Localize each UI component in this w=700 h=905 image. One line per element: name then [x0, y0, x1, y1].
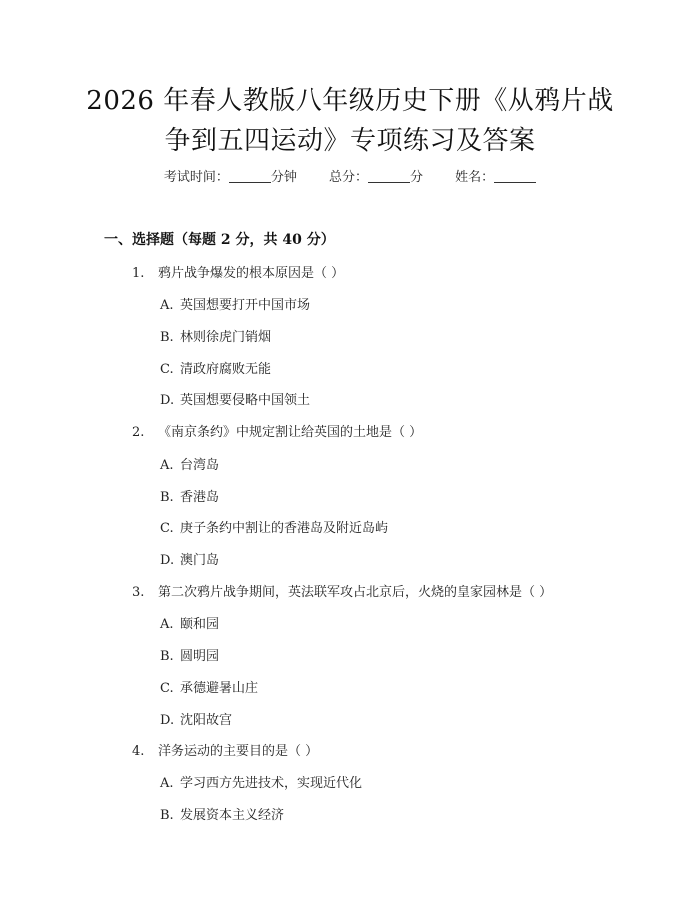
question-4 [132, 740, 318, 759]
question-3-option-c [160, 677, 258, 696]
exam-meta-row [0, 166, 700, 185]
option-letter: B. [160, 490, 174, 505]
exam-time-label: 考试时间： [163, 170, 229, 185]
option-text: 英国想要侵略中国领土 [180, 393, 311, 408]
student-name-blank [494, 170, 536, 183]
question-2-option-b [160, 486, 219, 505]
option-text: 学习西方先进技术，实现近代化 [180, 776, 363, 791]
option-letter: B. [160, 808, 174, 823]
question-text: 洋务运动的主要目的是（ ） [158, 744, 319, 759]
question-2-option-d [160, 549, 219, 568]
question-2-option-c [160, 517, 388, 536]
option-text: 台湾岛 [180, 458, 220, 473]
question-2 [132, 421, 422, 440]
total-score-blank [368, 170, 410, 183]
exam-time-unit: 分钟 [270, 170, 297, 185]
option-letter: A. [160, 458, 174, 473]
option-letter: C. [160, 362, 174, 377]
student-name-field [455, 166, 536, 185]
student-name-label: 姓名： [455, 170, 495, 185]
option-text: 林则徐虎门销烟 [180, 330, 272, 345]
option-text: 庚子条约中割让的香港岛及附近岛屿 [180, 521, 389, 536]
question-4-option-b [160, 804, 284, 823]
question-1 [132, 262, 344, 281]
total-score-label: 总分： [328, 170, 368, 185]
question-3 [132, 581, 552, 600]
option-text: 沈阳故宫 [180, 713, 233, 728]
option-letter: B. [160, 649, 174, 664]
question-text: 鸦片战争爆发的根本原因是（ ） [158, 266, 345, 281]
option-letter: C. [160, 521, 174, 536]
option-text: 英国想要打开中国市场 [180, 298, 311, 313]
option-letter: A. [160, 617, 174, 632]
option-text: 圆明园 [180, 649, 220, 664]
question-text: 《南京条约》中规定割让给英国的土地是（ ） [158, 425, 423, 440]
option-text: 澳门岛 [180, 553, 220, 568]
option-letter: C. [160, 681, 174, 696]
page-title-line1: 2026 年春人教版八年级历史下册《从鸦片战 [86, 86, 614, 116]
question-1-option-a [160, 294, 310, 313]
exam-time-blank [229, 170, 271, 183]
question-number: 2. [132, 425, 145, 440]
total-score-unit: 分 [410, 170, 424, 185]
question-text: 第二次鸦片战争期间，英法联军攻占北京后，火烧的皇家园林是（ ） [158, 585, 553, 600]
option-letter: D. [160, 713, 175, 728]
option-letter: D. [160, 553, 175, 568]
question-number: 3. [132, 585, 145, 600]
question-3-option-a [160, 613, 219, 632]
option-text: 承德避暑山庄 [180, 681, 259, 696]
option-text: 发展资本主义经济 [180, 808, 285, 823]
question-number: 4. [132, 744, 145, 759]
question-1-option-d [160, 389, 310, 408]
question-number: 1. [132, 266, 145, 281]
option-letter: A. [160, 776, 174, 791]
question-3-option-d [160, 709, 232, 728]
option-text: 香港岛 [180, 490, 220, 505]
total-score-field [329, 166, 423, 185]
question-1-option-c [160, 358, 271, 377]
option-text: 颐和园 [180, 617, 220, 632]
exam-time-field [164, 166, 297, 185]
option-letter: D. [160, 393, 175, 408]
option-text: 清政府腐败无能 [180, 362, 272, 377]
question-4-option-a [160, 772, 362, 791]
question-1-option-b [160, 326, 271, 345]
option-letter: A. [160, 298, 174, 313]
page-title-line2: 争到五四运动》专项练习及答案 [164, 126, 536, 156]
question-2-option-a [160, 454, 219, 473]
section-heading-multiple-choice: 一、选择题（每题 2 分，共 40 分） [104, 232, 335, 248]
question-3-option-b [160, 645, 219, 664]
option-letter: B. [160, 330, 174, 345]
